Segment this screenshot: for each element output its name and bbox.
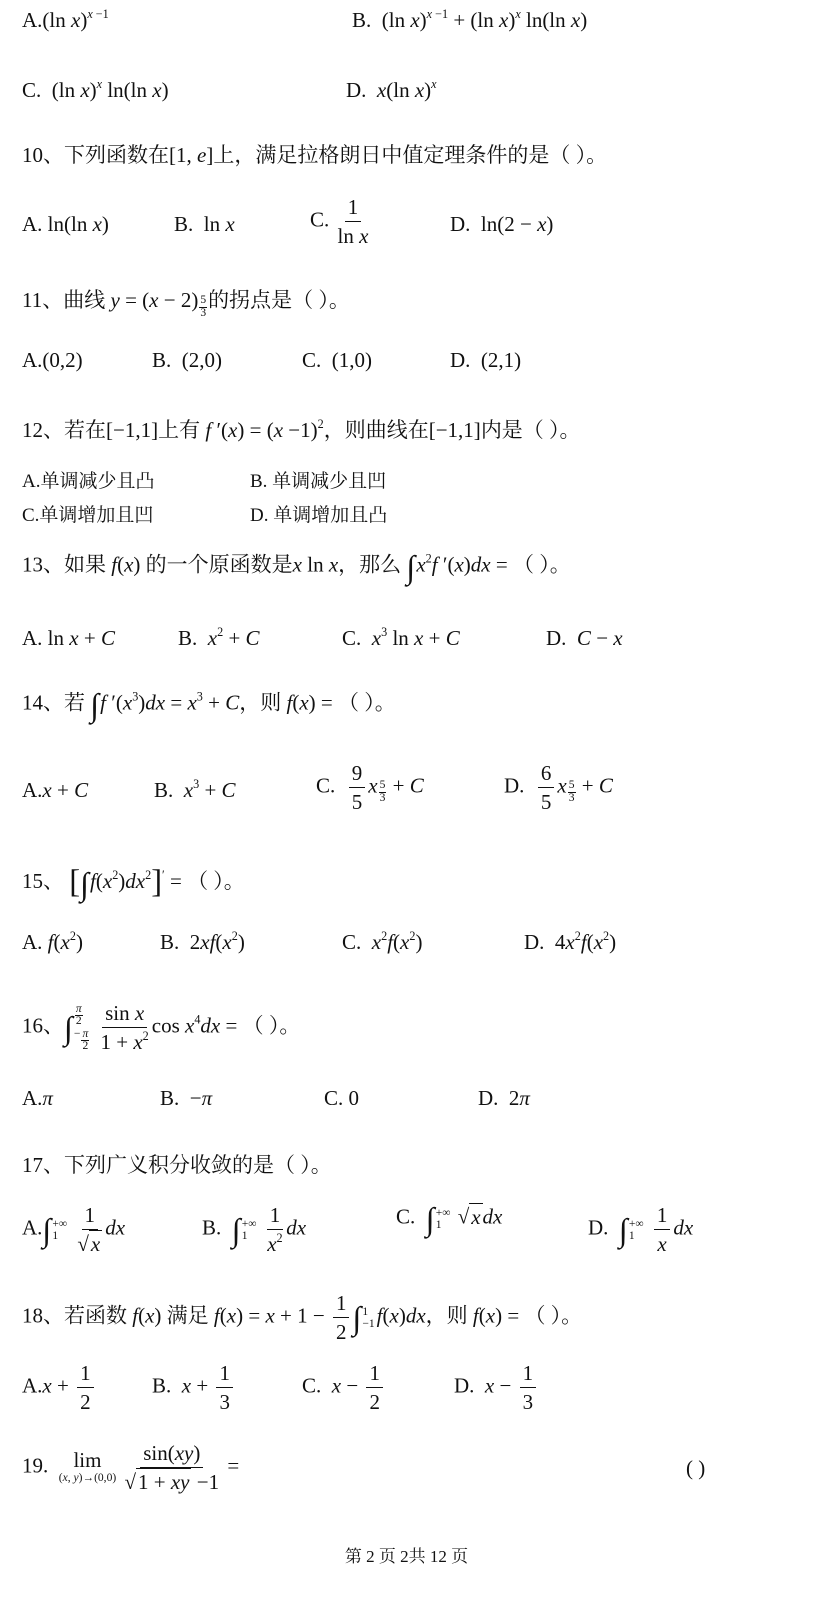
- q15-option-d: D. $4x^2f(x^2)$: [524, 928, 617, 954]
- q18-option-c: C. x − $\frac{1}{2}$: [302, 1362, 386, 1413]
- fraction: $\frac{1}{2}$: [77, 1362, 94, 1413]
- fraction: $\frac{1}{3}$: [216, 1362, 233, 1413]
- q15-option-a: A. $f(x^2)$: [22, 928, 83, 954]
- q13-option-b: B. $x^2 + C$: [178, 624, 260, 650]
- q11-stem: 11、曲线 y = (x − 2) $\frac{5}{3}$ 的拐点是（ ）。: [22, 288, 350, 319]
- fraction: $\frac{1}{2}$: [366, 1362, 383, 1413]
- q11-option-d: D. (2,1): [450, 348, 522, 372]
- q11-option-c: C. (1,0): [302, 348, 373, 372]
- q9-option-a: A.(ln x)$^{x -1}$: [22, 6, 109, 32]
- q10-option-d: D. ln(2 − x): [450, 212, 554, 236]
- q18-option-b: B. x + $\frac{1}{3}$: [152, 1362, 236, 1413]
- fraction: $\frac{1}{3}$: [520, 1362, 537, 1413]
- q15-option-c: C. $x^2f(x^2)$: [342, 928, 423, 954]
- q19-answer-paren: ( ): [686, 1456, 706, 1480]
- q12-option-b: B. 单调减少且凹: [250, 471, 387, 492]
- fraction: $\frac{1}{√x}$: [77, 1203, 101, 1256]
- q13-option-d: D. C − x: [546, 626, 623, 650]
- q17-option-a: A.∫ +∞ 1 $\frac{1}{√x}$ dx: [22, 1203, 126, 1256]
- q19-stem: 19. lim (x, y)→(0,0) $\frac{\sin(xy)}{√1 + xy -1}$ =: [22, 1441, 240, 1494]
- q11-option-b: B. (2,0): [152, 348, 223, 372]
- q14-stem: 14、若 ∫f $'(x^3)dx = x^3 + C$，则 f(x) = （ ）。: [22, 688, 396, 724]
- q11-option-a: A.(0,2): [22, 348, 83, 372]
- fraction: $\frac{\sin(xy)}{√1 + xy -1}$: [124, 1441, 220, 1494]
- q14-option-c: C. $\frac{9}{5}$ x $\frac{5}{3}$ + C: [316, 761, 424, 814]
- q16-option-d: D. 2π: [478, 1086, 530, 1110]
- q15-stem: 15、 $[\int f(x^2)dx^2]'$ = （ ）。: [22, 864, 245, 903]
- q18-option-a: A.x + $\frac{1}{2}$: [22, 1362, 97, 1413]
- q9-option-b: B. (ln x)$^{x -1}$ + (ln x)$^x$ ln(ln x): [352, 6, 588, 32]
- q16-option-c: C. 0: [324, 1086, 360, 1110]
- q10-option-c: C. $\frac{1}{\text{ln x}}$: [310, 195, 369, 248]
- q13-option-a: A. ln x + C: [22, 626, 115, 650]
- q17-option-c: C. ∫ +∞ 1 √xdx: [396, 1202, 503, 1238]
- q16-stem: 16、∫ $\frac{\pi}{2}$ − $\frac{\pi}{2}$ $\frac{\text{sin x}}{1 + x^2}$ $\cos x^4dx$ = （ ）。: [22, 1001, 301, 1054]
- fraction: $\frac{9}{5}$: [349, 762, 366, 813]
- page-footer: 第 2 页 2共 12 页: [344, 1547, 469, 1566]
- fraction: $\frac{\text{sin x}}{1 + x^2}$: [100, 1001, 149, 1054]
- q12-stem: 12、若在[−1,1]上有 f $'(x) = (x -1)^2$，则曲线在[−1,1]内是（ ）。: [22, 416, 581, 442]
- q12-option-c: C.单调增加且凹: [22, 505, 154, 526]
- q15-option-b: B. $2xf(x^2)$: [160, 928, 245, 954]
- q16-option-b: B. −π: [160, 1086, 213, 1110]
- q17-option-d: D. ∫ +∞ 1 $\frac{1}{x}$ dx: [588, 1203, 694, 1256]
- q14-option-d: D. $\frac{6}{5}$ x $\frac{5}{3}$ + C: [504, 761, 613, 814]
- fraction: $\frac{6}{5}$: [538, 762, 555, 813]
- fraction: $\frac{1}{x^2}$: [267, 1203, 283, 1256]
- q10-option-a: A. ln(ln x): [22, 212, 109, 236]
- q13-option-c: C. $x^3$ ln x + C: [342, 624, 460, 650]
- q14-option-b: B. $x^3 + C$: [154, 776, 236, 802]
- q16-option-a: A.π: [22, 1086, 53, 1110]
- q18-option-d: D. x − $\frac{1}{3}$: [454, 1362, 539, 1413]
- fraction: $\frac{1}{x}$: [654, 1204, 671, 1255]
- q10-option-b: B. ln x: [174, 212, 235, 236]
- q17-option-b: B. ∫ +∞ 1 $\frac{1}{x^2}$ dx: [202, 1203, 307, 1256]
- fraction: $\frac{1}{2}$: [333, 1292, 350, 1343]
- q13-stem: 13、如果 f(x) 的一个原函数是x ln x，那么 $\int x^2f$ ′(x)dx = （ ）。: [22, 550, 571, 586]
- q10-stem: 10、下列函数在[1, e]上，满足拉格朗日中值定理条件的是（ ）。: [22, 143, 608, 167]
- q17-stem: 17、下列广义积分收敛的是（ ）。: [22, 1153, 332, 1177]
- q18-stem: 18、若函数 f(x) 满足 f(x) = x + 1 − $\frac{1}{2}$ ∫ 1 −1 f(x)dx，则 f(x) = （ ）。: [22, 1291, 583, 1344]
- fraction: $\frac{1}{\text{ln x}}$: [337, 195, 369, 248]
- q12-option-a: A.单调减少且凸: [22, 471, 155, 492]
- q9-option-d: D. x(ln x)$^x$: [346, 76, 437, 102]
- q12-option-d: D. 单调增加且凸: [250, 505, 388, 526]
- q9-option-c: C. (ln x)$^x$ ln(ln x): [22, 76, 169, 102]
- q14-option-a: A.x + C: [22, 778, 89, 802]
